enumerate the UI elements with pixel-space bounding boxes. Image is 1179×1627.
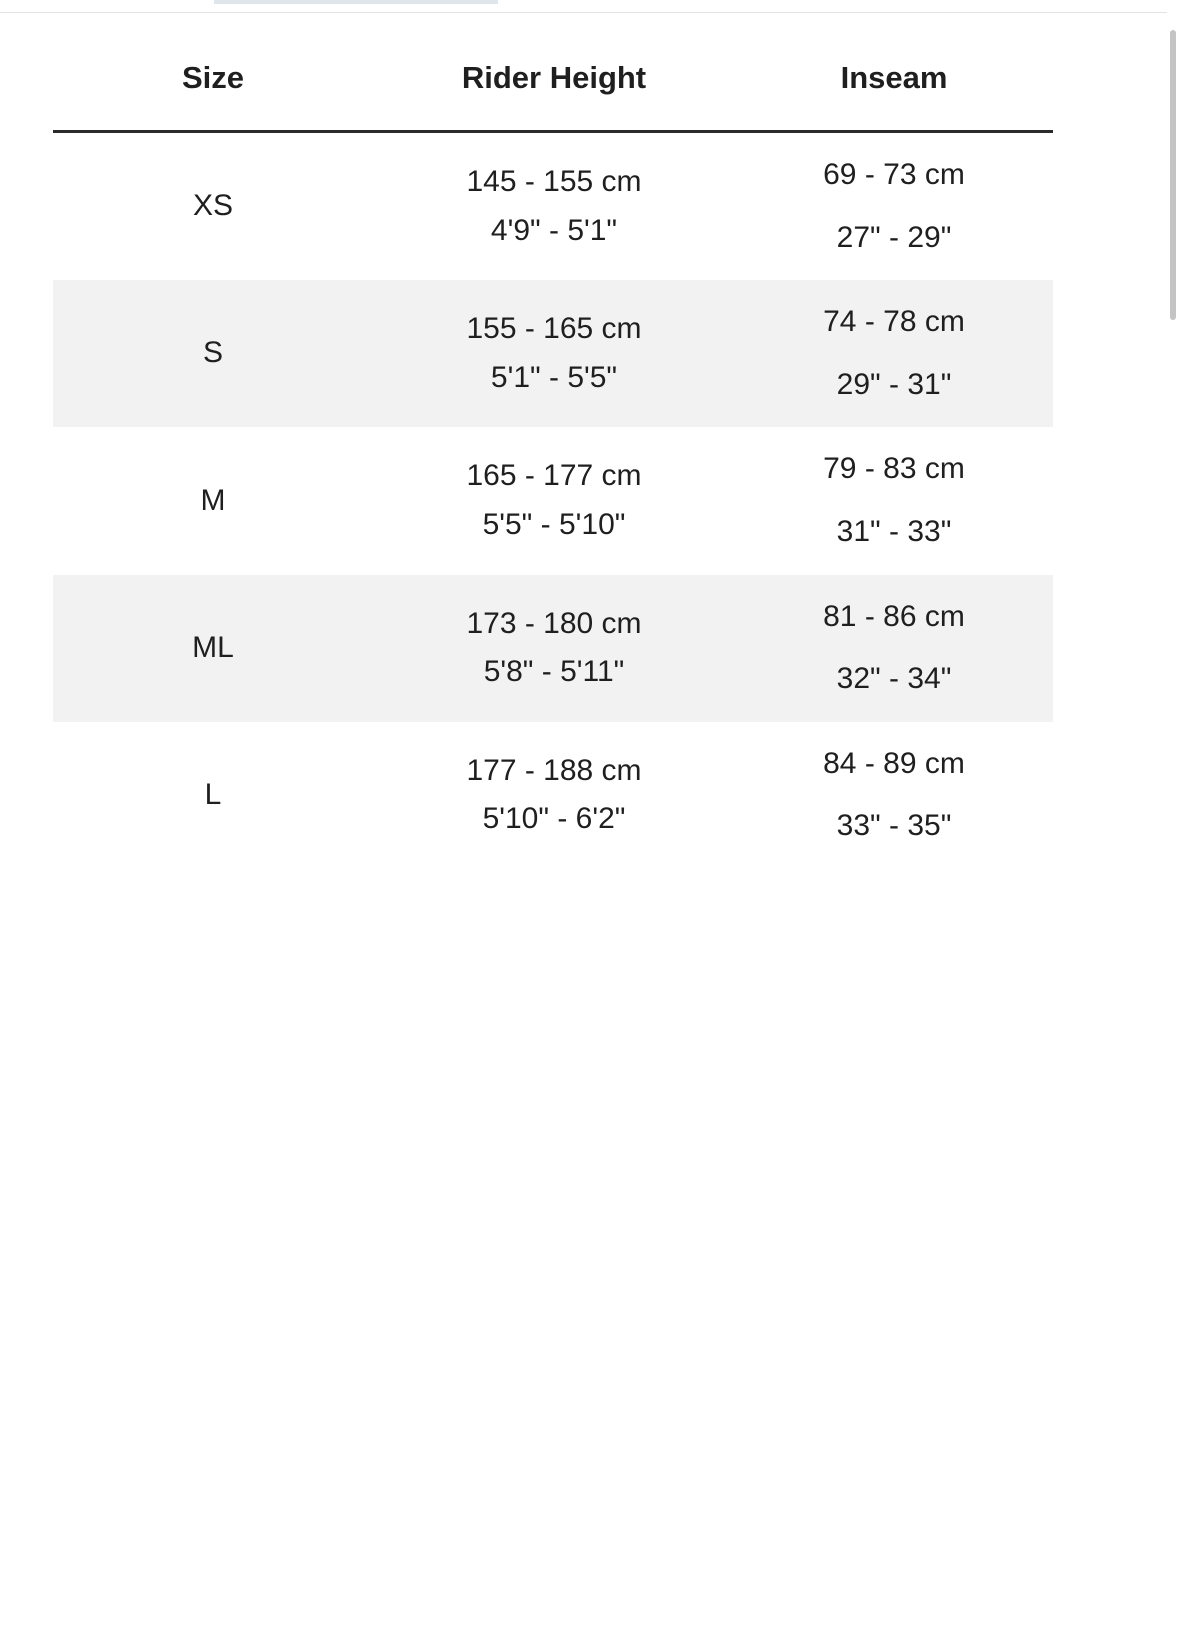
inseam-metric: 81 - 86 cm (823, 599, 965, 633)
inseam-metric: 79 - 83 cm (823, 452, 965, 486)
rider-height-imperial: 5'1" - 5'5" (490, 360, 618, 394)
size-chart-container (0, 12, 1160, 869)
rider-height-metric: 165 - 177 cm (466, 459, 642, 493)
cell-rider-height (373, 575, 735, 722)
cell-inseam (735, 427, 1053, 574)
cell-rider-height (373, 722, 735, 869)
table-header-row (53, 12, 1053, 132)
cell-rider-height (373, 280, 735, 427)
column-header-rider-height: Rider Height (373, 12, 735, 132)
cell-size: M (200, 483, 226, 517)
rider-height-values (373, 158, 735, 255)
rider-height-imperial: 5'5" - 5'10" (482, 507, 626, 541)
cell-inseam (735, 280, 1053, 427)
rider-height-values (373, 600, 735, 697)
table-row (53, 722, 1053, 869)
rider-height-metric: 145 - 155 cm (466, 165, 642, 198)
cell-size: XS (192, 189, 234, 223)
page-top-strip-accent (214, 0, 498, 4)
vertical-scrollbar-thumb[interactable] (1170, 30, 1176, 320)
inseam-values (735, 298, 1053, 409)
rider-height-metric: 155 - 165 cm (466, 312, 642, 346)
inseam-values (735, 593, 1053, 704)
cell-rider-height (373, 427, 735, 574)
table-row (53, 427, 1053, 574)
cell-inseam (735, 722, 1053, 869)
inseam-metric: 74 - 78 cm (823, 305, 965, 339)
table-row (53, 132, 1053, 281)
cell-size: L (204, 778, 222, 812)
inseam-values (735, 740, 1053, 851)
rider-height-values (373, 305, 735, 402)
table-row (53, 280, 1053, 427)
rider-height-values (373, 747, 735, 844)
cell-rider-height (373, 132, 735, 281)
column-header-inseam: Inseam (735, 12, 1053, 132)
inseam-metric: 69 - 73 cm (823, 158, 965, 191)
inseam-imperial: 31" - 33" (836, 514, 952, 548)
column-header-size: Size (53, 12, 373, 132)
cell-inseam (735, 575, 1053, 722)
rider-height-imperial: 5'8" - 5'11" (483, 655, 625, 689)
rider-height-metric: 173 - 180 cm (466, 606, 642, 640)
size-chart-header (53, 12, 1053, 132)
vertical-scrollbar[interactable] (1167, 12, 1179, 1627)
cell-size: ML (53, 575, 373, 722)
inseam-values (735, 151, 1053, 262)
inseam-imperial: 32" - 34" (836, 662, 952, 696)
inseam-metric: 84 - 89 cm (823, 746, 965, 780)
inseam-imperial: 33" - 35" (836, 809, 952, 843)
size-chart-body (53, 132, 1053, 869)
rider-height-values (373, 452, 735, 549)
inseam-imperial: 27" - 29" (836, 220, 952, 254)
rider-height-metric: 177 - 188 cm (466, 753, 642, 787)
size-chart-table (53, 12, 1053, 869)
rider-height-imperial: 5'10" - 6'2" (482, 802, 626, 836)
inseam-values (735, 445, 1053, 556)
cell-inseam (735, 132, 1053, 281)
table-row (53, 575, 1053, 722)
cell-size: S (53, 280, 373, 427)
rider-height-imperial: 4'9" - 5'1" (490, 213, 618, 247)
inseam-imperial: 29" - 31" (836, 367, 952, 401)
